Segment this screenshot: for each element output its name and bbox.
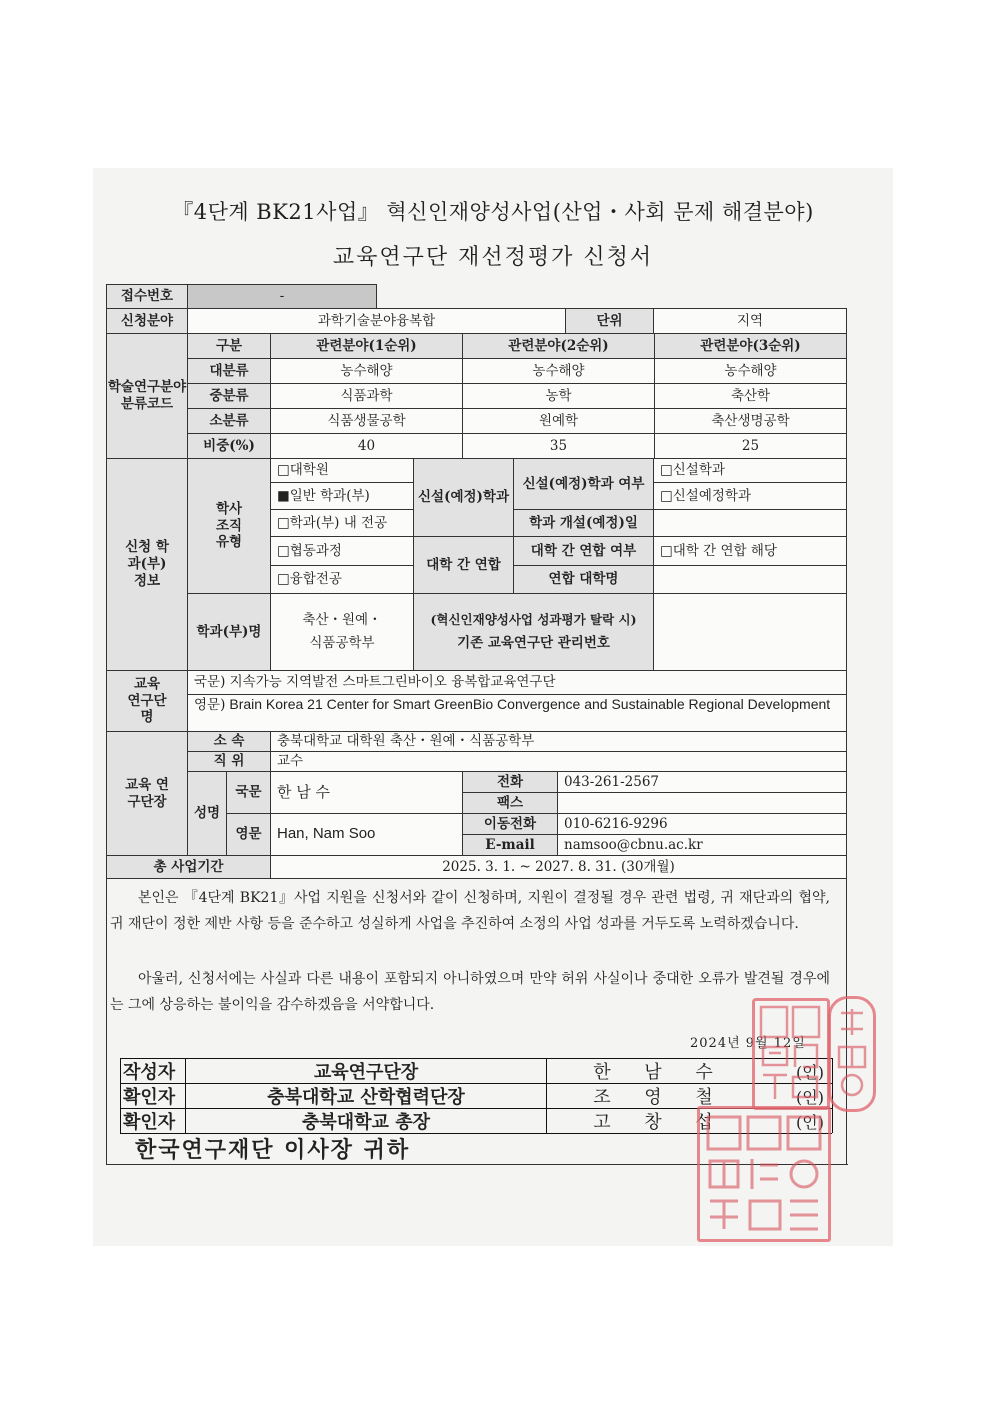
group-name-label: 교육 연구단명: [106, 670, 188, 732]
korean-name-label: 국문: [226, 771, 271, 814]
dept-name-value: [270, 593, 414, 671]
korean-name-value: 한 남 수: [270, 771, 463, 814]
org-type-option: □학과(부) 내 전공: [270, 509, 414, 537]
document-title-line2: 교육연구단 재선정평가 신청서: [332, 245, 654, 270]
unit-value: 지역: [653, 308, 847, 334]
partner-univ-label: 연합 대학명: [513, 565, 654, 594]
org-type-label: 학사 조직 유형: [187, 458, 271, 594]
position-label: 직 위: [187, 751, 271, 772]
unit-label: 단위: [565, 308, 654, 334]
dept-name-label: 학과(부)명: [187, 593, 271, 671]
signer-name: 한 남 수: [593, 1062, 727, 1083]
english-name: Brain Korea 21 Center for Smart GreenBio Convergence and Sustainable Regional Development: [229, 696, 831, 712]
phone-label: 전화: [462, 771, 558, 793]
group-name-english: [187, 694, 847, 732]
inter-univ-option: □대학 간 연합 해당: [653, 536, 847, 566]
phone-value: 043-261-2567: [557, 771, 847, 793]
class-header-2: 관련분야(2순위): [462, 333, 655, 359]
seal-pattern-icon: [755, 1001, 827, 1107]
seal-mark: (인): [796, 1087, 824, 1107]
mgmt-number-label: [413, 593, 654, 671]
class-cell: 35: [462, 433, 655, 459]
org-type-option: □대학원: [270, 458, 414, 483]
president-seal-stamp: [697, 1106, 831, 1242]
partner-univ-value: [653, 565, 847, 594]
class-row-label: 비중(%): [187, 433, 271, 459]
class-cell: 식품생물공학: [270, 408, 463, 434]
period-value: 2025. 3. 1. ~ 2027. 8. 31. (30개월): [270, 855, 847, 879]
class-cell: 40: [270, 433, 463, 459]
pledge-paragraph-2: 아울러, 신청서에는 사실과 다른 내용이 포함되지 아니하였으며 만약 허위 사실이나 중대한 오류가 발견될 경우에는 그에 상응하는 불이익을 감수하겠음을 서약합니다.: [110, 971, 830, 1013]
class-cell: 25: [654, 433, 847, 459]
dept-name-line2: 식품공학부: [309, 635, 375, 651]
mobile-label: 이동전화: [462, 813, 558, 835]
signature-line: [120, 1058, 121, 1133]
group-name-korean: 국문) 지속가능 지역발전 스마트그린바이오 융복합교육연구단: [187, 670, 847, 695]
frame-left: [106, 878, 107, 1164]
seal-pattern-icon: [831, 999, 873, 1109]
class-header-3: 관련분야(3순위): [654, 333, 847, 359]
position-value: 교수: [270, 751, 847, 772]
email-label: E-mail: [462, 834, 558, 856]
classification-label: 학술연구분야 분류코드: [106, 333, 188, 459]
class-header-0: 구분: [187, 333, 271, 359]
new-dept-question: 신설(예정)학과 여부: [513, 458, 654, 510]
signer-role: 확인자: [123, 1112, 176, 1133]
seal-mark: (인): [796, 1112, 824, 1132]
class-header-1: 관련분야(1순위): [270, 333, 463, 359]
receipt-label: 접수번호: [106, 284, 188, 309]
class-cell: 농수해양: [654, 358, 847, 384]
class-cell: 축산생명공학: [654, 408, 847, 434]
new-dept-option: □신설학과: [653, 458, 847, 483]
class-cell: 농수해양: [462, 358, 655, 384]
addressee: 한국연구재단 이사장 귀하: [135, 1137, 411, 1163]
period-label: 총 사업기간: [106, 855, 271, 879]
mgmt-number-value: [653, 593, 847, 671]
mgmt-line1: (혁신인재양성사업 성과평가 탈락 시): [430, 611, 637, 627]
document-title-line1: 『4단계 BK21사업』 혁신인재양성사업(산업・사회 문제 해결분야): [172, 200, 814, 224]
signer-name: 고 창 섭: [593, 1112, 727, 1133]
affiliation-value: 충북대학교 대학원 축산・원예・식품공학부: [270, 731, 847, 752]
english-name-label: 영문: [226, 813, 271, 856]
class-cell: 농수해양: [270, 358, 463, 384]
class-cell: 원예학: [462, 408, 655, 434]
open-date-label: 학과 개설(예정)일: [513, 509, 654, 537]
affiliation-label: 소 속: [187, 731, 271, 752]
seal-mark: (인): [796, 1062, 824, 1082]
pledge-paragraph-1: 본인은 『4단계 BK21』사업 지원을 신청서와 같이 신청하며, 지원이 결정될 경우 관련 법령, 귀 재단과의 협약, 귀 재단이 정한 제반 사항 등을 준수하고 성실하게 사업을 추진하여 소정의 사업 성과를 거두도록 노력하겠습니다.: [110, 890, 830, 932]
seal-pattern-icon: [700, 1109, 828, 1239]
class-cell: 축산학: [654, 383, 847, 409]
mgmt-line2: 기존 교육연구단 관리번호: [457, 635, 610, 652]
class-row-label: 대분류: [187, 358, 271, 384]
leader-label: 교육 연구단장: [106, 731, 188, 856]
mobile-value: 010-6216-9296: [557, 813, 847, 835]
application-date: 2024년 9월 12일: [690, 1036, 806, 1051]
receipt-value: -: [187, 284, 377, 309]
fax-label: 팩스: [462, 792, 558, 814]
signer-role: 작성자: [123, 1062, 176, 1083]
department-label: 신청 학과(부) 정보: [106, 458, 188, 671]
class-cell: 식품과학: [270, 383, 463, 409]
signer-title: 충북대학교 총장: [302, 1112, 430, 1133]
org-type-option: □협동과정: [270, 536, 414, 566]
class-row-label: 중분류: [187, 383, 271, 409]
signer-name: 조 영 철: [593, 1087, 727, 1108]
signer-role: 확인자: [123, 1087, 176, 1108]
dept-name-line1: 축산・원예・: [302, 612, 382, 629]
inter-univ-question: 대학 간 연합 여부: [513, 536, 654, 566]
english-name-value: Han, Nam Soo: [270, 813, 463, 856]
open-date-value: [653, 509, 847, 537]
english-prefix: 영문): [194, 697, 226, 713]
official-seal-stamp: [752, 998, 830, 1110]
signer-title: 충북대학교 산학협력단장: [267, 1087, 465, 1108]
email-value: namsoo@cbnu.ac.kr: [557, 834, 847, 856]
org-type-option-selected: ■일반 학과(부): [270, 482, 414, 510]
inter-univ-label: 대학 간 연합: [413, 536, 514, 594]
personal-seal-stamp: [828, 996, 876, 1112]
fax-value: [557, 792, 847, 814]
org-type-option: □융합전공: [270, 565, 414, 594]
signature-line: [546, 1058, 547, 1133]
field-value: 과학기술분야융복합: [187, 308, 566, 334]
name-label: 성명: [187, 771, 227, 856]
class-row-label: 소분류: [187, 408, 271, 434]
new-dept-label: 신설(예정)학과: [413, 458, 514, 537]
signer-title: 교육연구단장: [313, 1062, 419, 1083]
class-cell: 농학: [462, 383, 655, 409]
new-dept-option: □신설예정학과: [653, 482, 847, 510]
field-label: 신청분야: [106, 308, 188, 334]
